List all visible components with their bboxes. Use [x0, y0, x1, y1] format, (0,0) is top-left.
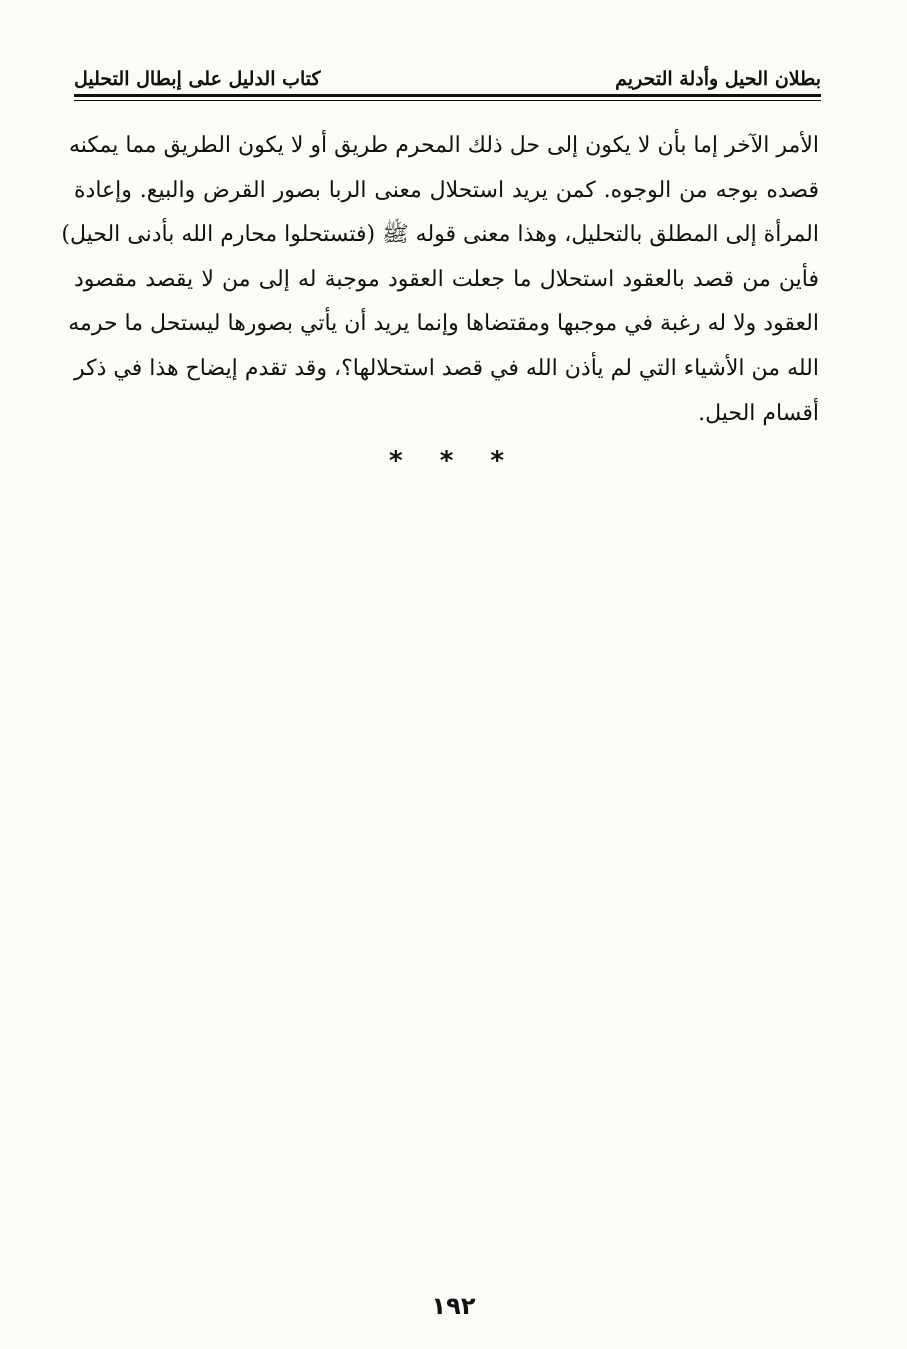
text-line: المرأة إلى المطلق بالتحليل، وهذا معنى قوله ﷺ (فتستحلوا محارم الله بأدنى الحيل) — [61, 222, 819, 248]
text-line: الله من الأشياء التي لم يأذن الله في قصد استحلالها؟، وقد تقدم إيضاح هذا في ذكر — [74, 355, 819, 381]
header-rule-thin — [74, 100, 821, 101]
body-paragraph — [61, 124, 819, 436]
text-line: فأين من قصد بالعقود استحلال ما جعلت العقود موجبة له إلى من لا يقصد مقصود — [74, 266, 819, 292]
page-number: ١٩٢ — [431, 1292, 476, 1320]
header-book-title: كتاب الدليل على إبطال التحليل — [74, 68, 321, 90]
text-line: العقود ولا له رغبة في موجبها ومقتضاها وإنما يريد أن يأتي بصورها ليستحل ما حرمه — [68, 311, 819, 337]
running-header — [74, 58, 821, 90]
header-rule-thick — [74, 94, 821, 97]
text-line: قصده بوجه من الوجوه. كمن يريد استحلال معنى الربا بصور القرض والبيع. وإعادة — [74, 177, 819, 203]
text-line: أقسام الحيل. — [698, 400, 819, 426]
header-chapter-title: بطلان الحيل وأدلة التحريم — [615, 68, 821, 90]
text-line: الأمر الآخر إما بأن لا يكون إلى حل ذلك المحرم طريق أو لا يكون الطريق مما يمكنه — [68, 133, 819, 158]
section-separator: * * * — [389, 446, 518, 476]
